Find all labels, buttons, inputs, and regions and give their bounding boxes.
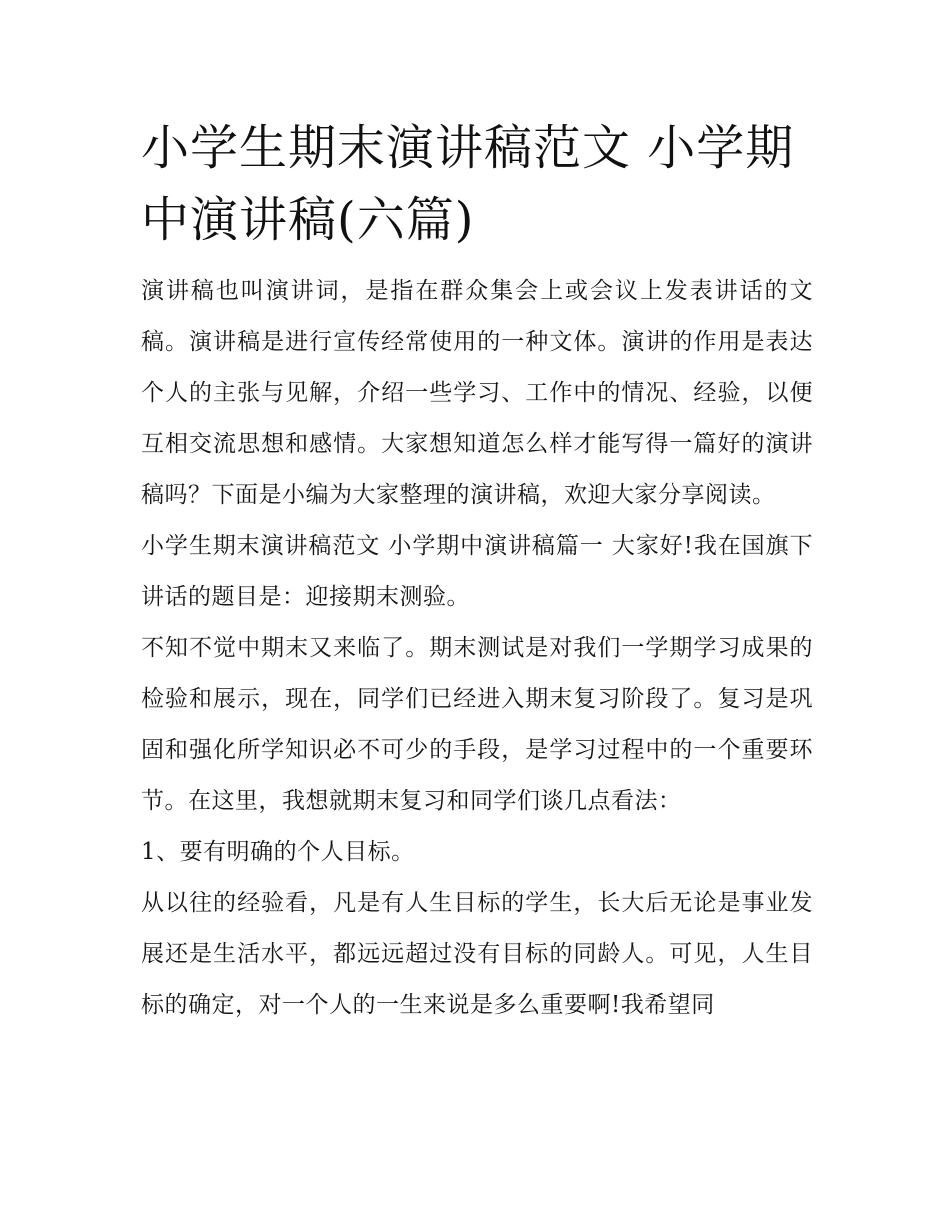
paragraph-speech-opening: 小学生期末演讲稿范文 小学期中演讲稿篇一 大家好!我在国旗下讲话的题目是：迎接期末测验。 bbox=[141, 533, 813, 610]
paragraph-point-one: 1、要有明确的个人目标。 bbox=[141, 839, 415, 865]
paragraph-intro: 演讲稿也叫演讲词，是指在群众集会上或会议上发表讲话的文稿。演讲稿是进行宣传经常使用的一种文体。演讲的作用是表达个人的主张与见解，介绍一些学习、工作中的情况、经验，以便互相交流思想和感情。大家想知道怎么样才能写得一篇好的演讲稿吗？下面是小编为大家整理的演讲稿，欢迎大家分享阅读。 bbox=[141, 278, 813, 508]
paragraph-goals: 从以往的经验看，凡是有人生目标的学生，长大后无论是事业发展还是生活水平，都远远超过没有目标的同龄人。可见，人生目标的确定，对一个人的一生来说是多么重要啊!我希望同 bbox=[141, 890, 813, 1018]
document-body bbox=[141, 112, 813, 1031]
paragraph-exam-review: 不知不觉中期末又来临了。期末测试是对我们一学期学习成果的检验和展示，现在，同学们已经进入期末复习阶段了。复习是巩固和强化所学知识必不可少的手段，是学习过程中的一个重要环节。在这里，我想就期末复习和同学们谈几点看法： bbox=[141, 635, 813, 814]
document-title: 小学生期末演讲稿范文 小学期中演讲稿(六篇) bbox=[141, 120, 795, 248]
